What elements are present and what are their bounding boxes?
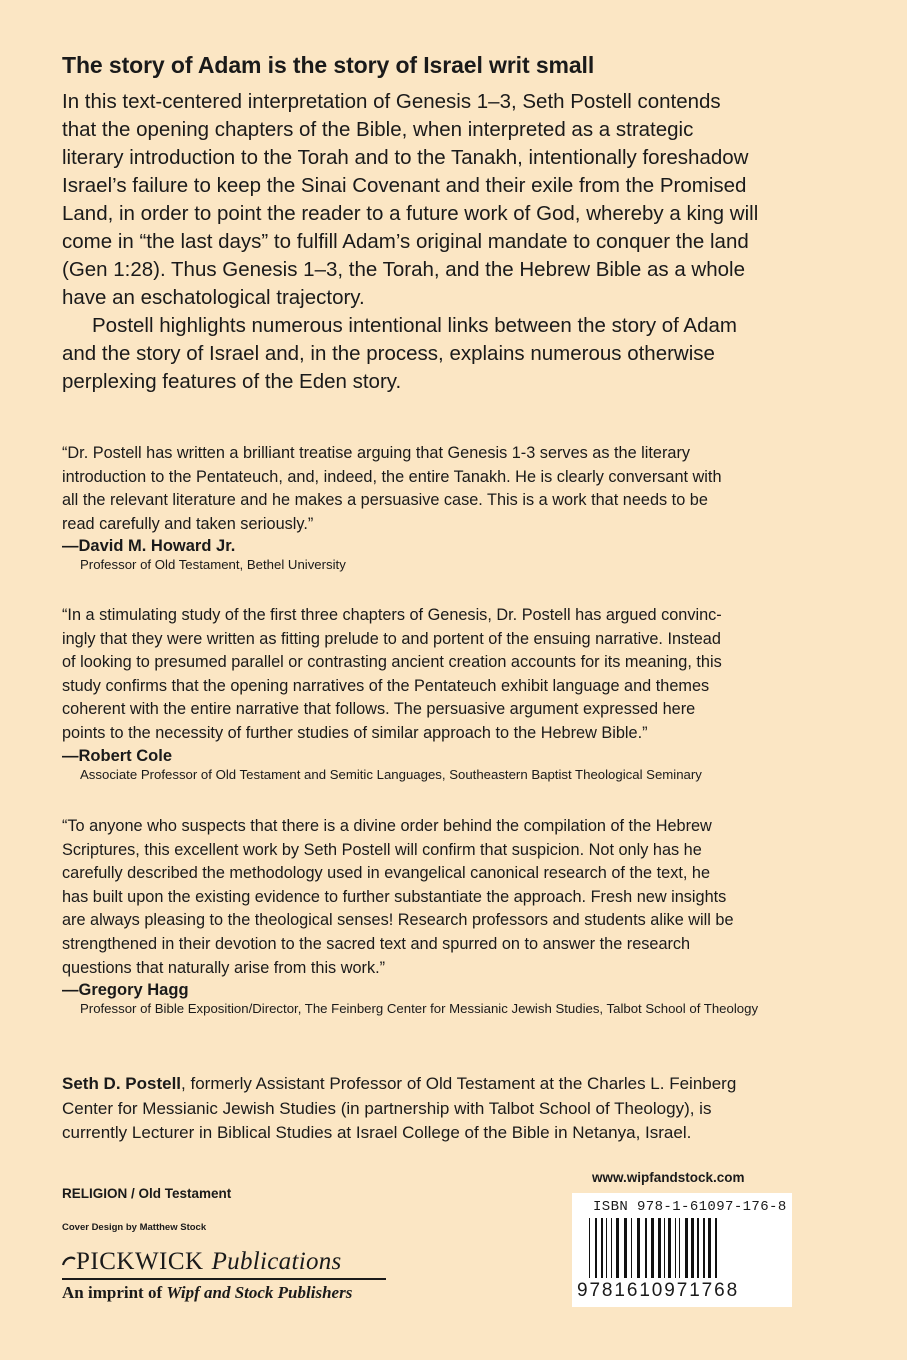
description-blurb	[62, 88, 852, 396]
imprint-prefix: An imprint of	[62, 1283, 167, 1302]
barcode-bar	[668, 1218, 671, 1278]
barcode-bar	[611, 1218, 612, 1278]
quote-line: study confirms that the opening narratives of the Pentateuch exhibit language and themes	[62, 676, 710, 695]
cover-design-credit: Cover Design by Matthew Stock	[62, 1222, 207, 1233]
isbn-barcode	[572, 1193, 792, 1307]
publisher-wordmark: PICKWICK	[76, 1248, 204, 1275]
quote-line: of looking to presumed parallel or contrasting ancient creation accounts for its meaning, this	[62, 653, 722, 672]
blurb-line: that the opening chapters of the Bible, when interpreted as a strategic	[62, 118, 694, 141]
blurb-line: perplexing features of the Eden story.	[62, 370, 402, 393]
bio-text: , formerly Assistant Professor of Old Testament at the Charles L. Feinberg	[181, 1074, 737, 1093]
barcode-bar	[685, 1218, 688, 1278]
quote-line: points to the necessity of further studies of similar approach to the Hebrew Bible.”	[62, 723, 648, 742]
barcode-bar	[631, 1218, 632, 1278]
blurb-line: In this text-centered interpretation of Genesis 1–3, Seth Postell contends	[62, 90, 721, 113]
publisher-website: www.wipfandstock.com	[592, 1170, 745, 1185]
endorser-title: Associate Professor of Old Testament and Semitic Languages, Southeastern Baptist Theological Seminary	[80, 766, 702, 782]
endorser-name: —Gregory Hagg	[62, 981, 189, 1000]
publisher-suffix: Publications	[211, 1248, 342, 1275]
headline: The story of Adam is the story of Israel writ small	[62, 52, 595, 78]
endorser-title: Professor of Old Testament, Bethel University	[80, 557, 346, 573]
barcode-bar	[664, 1218, 665, 1278]
barcode-bar	[715, 1218, 717, 1278]
blurb-line: (Gen 1:28). Thus Genesis 1–3, the Torah, and the Hebrew Bible as a whole	[62, 258, 745, 281]
barcode-bar	[601, 1218, 603, 1278]
barcode-bar	[637, 1218, 640, 1278]
quote-line: has built upon the existing evidence to further substantiate the approach. Fresh new insights	[62, 887, 727, 906]
endorser-title: Professor of Bible Exposition/Director, The Feinberg Center for Messianic Jewish Studies, Talbot School of Theology	[80, 1001, 759, 1017]
quote-line: coherent with the entire narrative that follows. The persuasive argument expressed here	[62, 700, 696, 719]
barcode-bar	[691, 1218, 694, 1278]
category-label: RELIGION / Old Testament	[62, 1186, 232, 1201]
publisher-imprint	[62, 1283, 386, 1303]
endorsement-cole	[62, 604, 862, 784]
endorsement-howard	[62, 442, 862, 574]
blurb-line: literary introduction to the Torah and to the Tanakh, intentionally foreshadow	[62, 146, 749, 169]
barcode-bars	[587, 1218, 777, 1284]
barcode-bar	[589, 1218, 590, 1278]
barcode-bar	[595, 1218, 597, 1278]
quote-line: “To anyone who suspects that there is a divine order behind the compilation of the Hebrew	[62, 817, 712, 835]
endorsement-hagg	[62, 815, 862, 1018]
swoosh-icon	[62, 1255, 76, 1269]
quote-line: Scriptures, this excellent work by Seth Postell will confirm that suspicion. Not only has he	[62, 840, 702, 859]
blurb-line: have an eschatological trajectory.	[62, 286, 365, 309]
bio-line	[62, 1072, 862, 1097]
imprint-name: Wipf and Stock Publishers	[166, 1283, 353, 1302]
barcode-bar	[675, 1218, 676, 1278]
author-bio	[62, 1072, 862, 1146]
quote-line: all the relevant literature and he makes a persuasive case. This is a work that needs to be	[62, 491, 708, 510]
quote-line: strengthened in their devotion to the sacred text and spurred on to answer the research	[62, 934, 691, 953]
barcode-bar	[658, 1218, 661, 1278]
quote-line: introduction to the Pentateuch, and, indeed, the entire Tanakh. He is clearly conversant with	[62, 467, 722, 486]
quote-line: “Dr. Postell has written a brilliant treatise arguing that Genesis 1-3 serves as the literary	[62, 444, 691, 462]
endorser-name: —Robert Cole	[62, 746, 173, 765]
barcode-bar	[606, 1218, 607, 1278]
blurb-line: come in “the last days” to fulfill Adam’s original mandate to conquer the land	[62, 230, 749, 253]
quote-line: carefully described the methodology used in evangelical canonical research of the text, he	[62, 864, 711, 883]
barcode-bar	[697, 1218, 699, 1278]
barcode-bar	[679, 1218, 680, 1278]
isbn-digits: 9781610971768	[577, 1280, 740, 1301]
publisher-logo	[62, 1248, 386, 1303]
barcode-bar	[616, 1218, 619, 1278]
bio-line: Center for Messianic Jewish Studies (in partnership with Talbot School of Theology), is	[62, 1098, 712, 1118]
barcode-bar	[645, 1218, 647, 1278]
blurb-line: and the story of Israel and, in the process, explains numerous otherwise	[62, 342, 715, 365]
barcode-bar	[624, 1218, 627, 1278]
blurb-line: Postell highlights numerous intentional links between the story of Adam	[92, 314, 737, 337]
endorser-name: —David M. Howard Jr.	[62, 537, 236, 556]
quote-line: questions that naturally arise from this work.”	[62, 958, 386, 977]
publisher-name	[62, 1248, 386, 1276]
barcode-bar	[703, 1218, 705, 1278]
blurb-line: Israel’s failure to keep the Sinai Covenant and their exile from the Promised	[62, 174, 747, 197]
publisher-rule	[62, 1278, 386, 1280]
barcode-bar	[651, 1218, 654, 1278]
author-name: Seth D. Postell	[62, 1074, 182, 1093]
quote-line: read carefully and taken seriously.”	[62, 514, 314, 533]
bio-line: currently Lecturer in Biblical Studies at Israel College of the Bible in Netanya, Israel.	[62, 1123, 692, 1142]
quote-line: “In a stimulating study of the first three chapters of Genesis, Dr. Postell has argued convinc-	[62, 606, 722, 624]
barcode-bar	[708, 1218, 711, 1278]
blurb-line: Land, in order to point the reader to a future work of God, whereby a king will	[62, 202, 759, 225]
quote-line: are always pleasing to the theological senses! Research professors and students alike will be	[62, 911, 734, 930]
isbn-label: ISBN 978-1-61097-176-8	[593, 1199, 787, 1215]
quote-line: ingly that they were written as fitting prelude to and portent of the ensuing narrative. Instead	[62, 629, 721, 648]
